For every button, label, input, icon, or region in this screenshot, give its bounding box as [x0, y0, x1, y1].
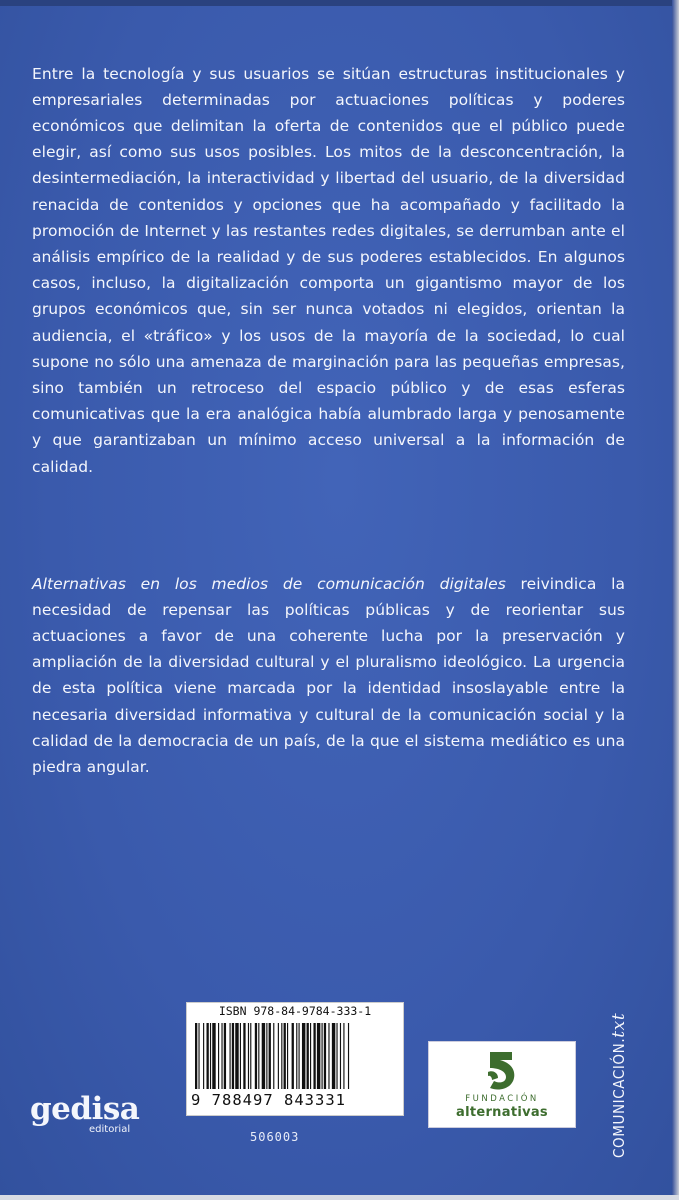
synopsis-paragraph-1: Entre la tecnología y sus usuarios se sitúan estructuras institucionales y empresariales determinadas por actuaciones políticas y poderes económicos que delimitan la oferta de contenidos que el público puede elegir, así como sus usos posibles. Los mitos de la desconcentración, la desintermediación, la interactividad y libertad del usuario, de la diversidad renacida de contenidos y opciones que ha acompañado y facilitado la promoción de Internet y las restantes redes digitales, se derrumban ante el análisis empírico de la realidad y de sus poderes establecidos. En algunos casos, incluso, la digitalización comporta un gigantismo mayor de los grupos económicos que, sin ser nunca votados ni elegidos, orientan la audiencia, el «tráfico» y los usos de la mayoría de la sociedad, lo cual supone no sólo una amenaza de marginación para las pequeñas empresas, sino también un retroceso del espacio público y de esas esferas comunicativas que la era analógica había alumbrado larga y penosamente y que garantizaban un mínimo acceso universal a la información de calidad. — [32, 64, 625, 476]
foundation-line-2: alternativas — [456, 1105, 548, 1120]
cover-right-edge — [672, 0, 679, 1200]
price-code: 506003 — [250, 1130, 300, 1144]
series-name: COMUNICACIÓN. — [610, 1037, 628, 1158]
series-suffix: txt — [609, 1012, 629, 1038]
synopsis-paragraph-2-body: reivindica la necesidad de repensar las políticas públicas y de reorientar sus actuaciones a favor de una coherente lucha por la preservación y ampliación de la diversidad cultural y el pluralismo ideológico. La urgencia de esta política viene marcada por la identidad insoslayable entre la necesaria diversidad informativa y cultural de la comunicación social y la calidad de la democracia de un país, de la que el sistema mediático es una piedra angular. — [32, 574, 626, 776]
publisher-name: gedisa — [30, 1091, 140, 1127]
foundation-emblem-icon — [482, 1048, 522, 1092]
barcode-bars — [193, 1023, 397, 1091]
synopsis-paragraph-2 — [32, 571, 625, 781]
isbn-barcode — [186, 1002, 404, 1116]
foundation-line-1: FUNDACIÓN — [465, 1094, 539, 1104]
cover-bottom-edge — [0, 1195, 679, 1200]
book-title-italic: Alternativas en los medios de comunicación digitales — [32, 574, 506, 593]
barcode-digits: 9 788497 843331 — [191, 1091, 346, 1109]
series-label — [609, 1013, 629, 1158]
isbn-label: ISBN 978-84-9784-333-1 — [218, 1004, 372, 1018]
publisher-subtitle: editorial — [89, 1124, 131, 1135]
cover-top-edge — [0, 0, 679, 6]
publisher-logo — [30, 1091, 140, 1135]
foundation-logo — [428, 1041, 576, 1128]
